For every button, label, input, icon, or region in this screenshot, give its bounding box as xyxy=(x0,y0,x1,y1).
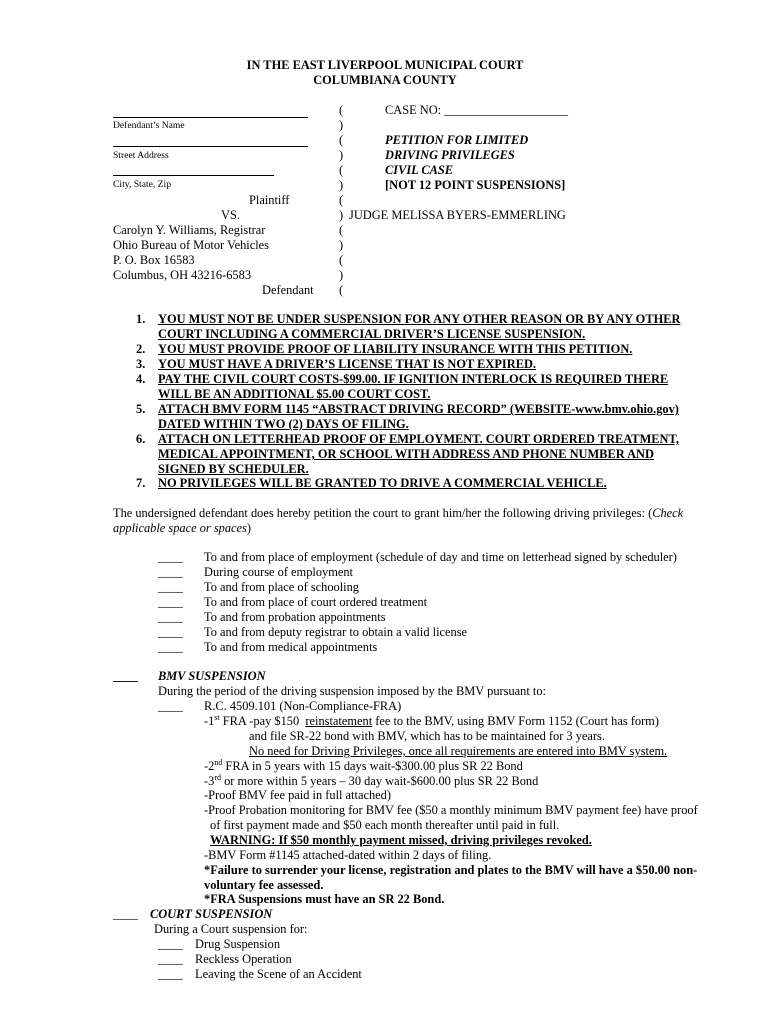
vs-label: VS. xyxy=(221,208,240,222)
court-suspension-heading: COURT SUSPENSION xyxy=(150,907,273,921)
defendant-name-line[interactable] xyxy=(113,117,308,118)
rule-text: PAY THE CIVIL COURT COSTS-$99.00. IF IGNITION INTERLOCK IS REQUIRED THERE xyxy=(158,372,669,386)
fra2-prefix: -2 xyxy=(204,759,215,773)
privilege-option: To and from place of schooling xyxy=(204,580,360,594)
rc-text: R.C. 4509.101 (Non-Compliance-FRA) xyxy=(204,699,402,713)
court-item: Leaving the Scene of an Accident xyxy=(195,967,362,981)
caption-paren: ) xyxy=(339,268,344,282)
caption-paren: ( xyxy=(339,133,344,147)
petition-intro-text: The undersigned defendant does hereby petition the court to grant him/her the following driving privileges: ( xyxy=(113,506,653,520)
payment-warning: WARNING: If $50 monthly payment missed, driving privileges revoked. xyxy=(210,833,592,847)
caption-paren: ( xyxy=(339,253,344,267)
judge-name: JUDGE MELISSA BYERS-EMMERLING xyxy=(349,208,566,222)
fra2-sup: nd xyxy=(214,758,223,767)
court-item-check-blank[interactable]: ____ xyxy=(158,937,183,951)
caption-paren: ) xyxy=(339,178,344,192)
rule-number: 7. xyxy=(136,476,146,490)
rule-text: YOU MUST PROVIDE PROOF OF LIABILITY INSURANCE WITH THIS PETITION. xyxy=(158,342,633,356)
rule-text: DATED WITHIN TWO (2) DAYS OF FILING. xyxy=(158,417,409,431)
rule-text: ATTACH ON LETTERHEAD PROOF OF EMPLOYMENT. COURT ORDERED TREATMENT, xyxy=(158,432,679,446)
petition-title-line: PETITION FOR LIMITED xyxy=(385,133,529,147)
failure-note-line1: *Failure to surrender your license, registration and plates to the BMV will have a $50.00 non- xyxy=(204,863,698,877)
privilege-check-blank[interactable]: ____ xyxy=(158,550,183,564)
respondent-line: Ohio Bureau of Motor Vehicles xyxy=(113,238,270,252)
bmv-heading: BMV SUSPENSION xyxy=(158,669,266,683)
caption-paren: ) xyxy=(339,238,344,252)
fra2-text: FRA in 5 years with 15 days wait-$300.00 plus SR 22 Bond xyxy=(222,759,523,773)
defendant-name-label: Defendant’s Name xyxy=(113,120,185,131)
privilege-check-blank[interactable]: ____ xyxy=(158,640,183,654)
street-address-line[interactable] xyxy=(113,146,308,147)
privilege-option: During course of employment xyxy=(204,565,353,579)
rule-text: NO PRIVILEGES WILL BE GRANTED TO DRIVE A COMMERCIAL VEHICLE. xyxy=(158,476,607,490)
caption-paren: ) xyxy=(339,118,344,132)
proof-fee: -Proof BMV fee paid in full attached) xyxy=(204,788,391,802)
rule-text: MEDICAL APPOINTMENT, OR SCHOOL WITH ADDRESS AND PHONE NUMBER AND xyxy=(158,447,654,461)
court-suspension-intro: During a Court suspension for: xyxy=(154,922,308,936)
city-state-zip-line[interactable] xyxy=(113,175,274,176)
petition-intro xyxy=(113,507,683,519)
privilege-option: To and from medical appointments xyxy=(204,640,378,654)
privilege-option: To and from place of court ordered treatment xyxy=(204,595,428,609)
court-item-check-blank[interactable]: ____ xyxy=(158,967,183,981)
privilege-option: To and from place of employment (schedule of day and time on letterhead signed by scheduler) xyxy=(204,550,677,564)
rule-number: 2. xyxy=(136,342,146,356)
fra1-line3: No need for Driving Privileges, once all requirements are entered into BMV system. xyxy=(249,744,668,758)
rc-check-blank[interactable]: ____ xyxy=(158,699,183,713)
proof-probation-line2: of first payment made and $50 each month thereafter until paid in full. xyxy=(210,818,560,832)
court-item: Drug Suspension xyxy=(195,937,281,951)
rule-number: 5. xyxy=(136,402,146,416)
court-item: Reckless Operation xyxy=(195,952,292,966)
fra1-underlined: reinstatement xyxy=(305,714,373,728)
not-12-point-label: [NOT 12 POINT SUSPENSIONS] xyxy=(385,178,566,192)
rule-number: 4. xyxy=(136,372,146,386)
petition-intro-italic: Check xyxy=(652,506,684,520)
respondent-line: Carolyn Y. Williams, Registrar xyxy=(113,223,266,237)
fra1-sup: st xyxy=(214,713,220,722)
form-1145-note: -BMV Form #1145 attached-dated within 2 days of filing. xyxy=(204,848,492,862)
rule-text: SIGNED BY SCHEDULER. xyxy=(158,462,309,476)
fra3-text: or more within 5 years – 30 day wait-$600.00 plus SR 22 Bond xyxy=(221,774,539,788)
court-check-blank[interactable]: ____ xyxy=(113,907,138,921)
privilege-check-blank[interactable]: ____ xyxy=(158,610,183,624)
privilege-check-blank[interactable]: ____ xyxy=(158,565,183,579)
fra1-prefix: -1 xyxy=(204,714,215,728)
fra1-text: FRA -pay $150 xyxy=(219,714,306,728)
rule-text: YOU MUST HAVE A DRIVER’S LICENSE THAT IS NOT EXPIRED. xyxy=(158,357,537,371)
privilege-check-blank[interactable]: ____ xyxy=(158,625,183,639)
petition-title-line: DRIVING PRIVILEGES xyxy=(385,148,515,162)
caption-paren: ) xyxy=(339,208,344,222)
case-no-field[interactable]: CASE NO: ____________________ xyxy=(385,103,569,117)
rule-number: 3. xyxy=(136,357,146,371)
fra1-line xyxy=(204,715,659,727)
fra3-line xyxy=(204,775,538,787)
rule-text: WILL BE AN ADDITIONAL $5.00 COURT COST. xyxy=(158,387,431,401)
caption-paren: ( xyxy=(339,283,344,297)
privilege-check-blank[interactable]: ____ xyxy=(158,580,183,594)
county-title: COLUMBIANA COUNTY xyxy=(313,73,457,87)
bmv-check-blank[interactable]: ____ xyxy=(113,669,138,683)
fra3-prefix: -3 xyxy=(204,774,215,788)
caption-paren: ( xyxy=(339,223,344,237)
rule-text: YOU MUST NOT BE UNDER SUSPENSION FOR ANY OTHER REASON OR BY ANY OTHER xyxy=(158,312,681,326)
caption-paren: ( xyxy=(339,103,344,117)
respondent-line: Columbus, OH 43216-6583 xyxy=(113,268,252,282)
street-address-label: Street Address xyxy=(113,150,169,161)
caption-paren: ( xyxy=(339,163,344,177)
rule-number: 6. xyxy=(136,432,146,446)
failure-note-line2: voluntary fee assessed. xyxy=(204,878,324,892)
fra1-rest: fee to the BMV, using BMV Form 1152 (Court has form) xyxy=(372,714,659,728)
petition-intro-close: ) xyxy=(246,521,251,535)
rule-text: COURT INCLUDING A COMMERCIAL DRIVER’S LICENSE SUSPENSION. xyxy=(158,327,586,341)
defendant-label: Defendant xyxy=(262,283,314,297)
rule-number: 1. xyxy=(136,312,146,326)
caption-paren: ( xyxy=(339,193,344,207)
fra1-line2: and file SR-22 bond with BMV, which has to be maintained for 3 years. xyxy=(249,729,605,743)
fra3-sup: rd xyxy=(214,773,221,782)
proof-probation-line1: -Proof Probation monitoring for BMV fee ($50 a monthly minimum BMV payment fee) have proof xyxy=(204,803,698,817)
privilege-option: To and from probation appointments xyxy=(204,610,386,624)
respondent-line: P. O. Box 16583 xyxy=(113,253,195,267)
petition-intro-line2 xyxy=(113,522,251,534)
petition-title-line: CIVIL CASE xyxy=(385,163,454,177)
privilege-check-blank[interactable]: ____ xyxy=(158,595,183,609)
rule-text: ATTACH BMV FORM 1145 “ABSTRACT DRIVING RECORD” (WEBSITE-www.bmv.ohio.gov) xyxy=(158,402,679,416)
petition-intro-italic: applicable space or spaces xyxy=(113,521,247,535)
court-title: IN THE EAST LIVERPOOL MUNICIPAL COURT xyxy=(246,58,524,72)
court-item-check-blank[interactable]: ____ xyxy=(158,952,183,966)
city-state-zip-label: City, State, Zip xyxy=(113,179,172,190)
privilege-option: To and from deputy registrar to obtain a valid license xyxy=(204,625,468,639)
fra-sr22-note: *FRA Suspensions must have an SR 22 Bond. xyxy=(204,892,445,906)
caption-paren: ) xyxy=(339,148,344,162)
bmv-intro: During the period of the driving suspension imposed by the BMV pursuant to: xyxy=(158,684,546,698)
fra2-line xyxy=(204,760,523,772)
plaintiff-label: Plaintiff xyxy=(249,193,290,207)
